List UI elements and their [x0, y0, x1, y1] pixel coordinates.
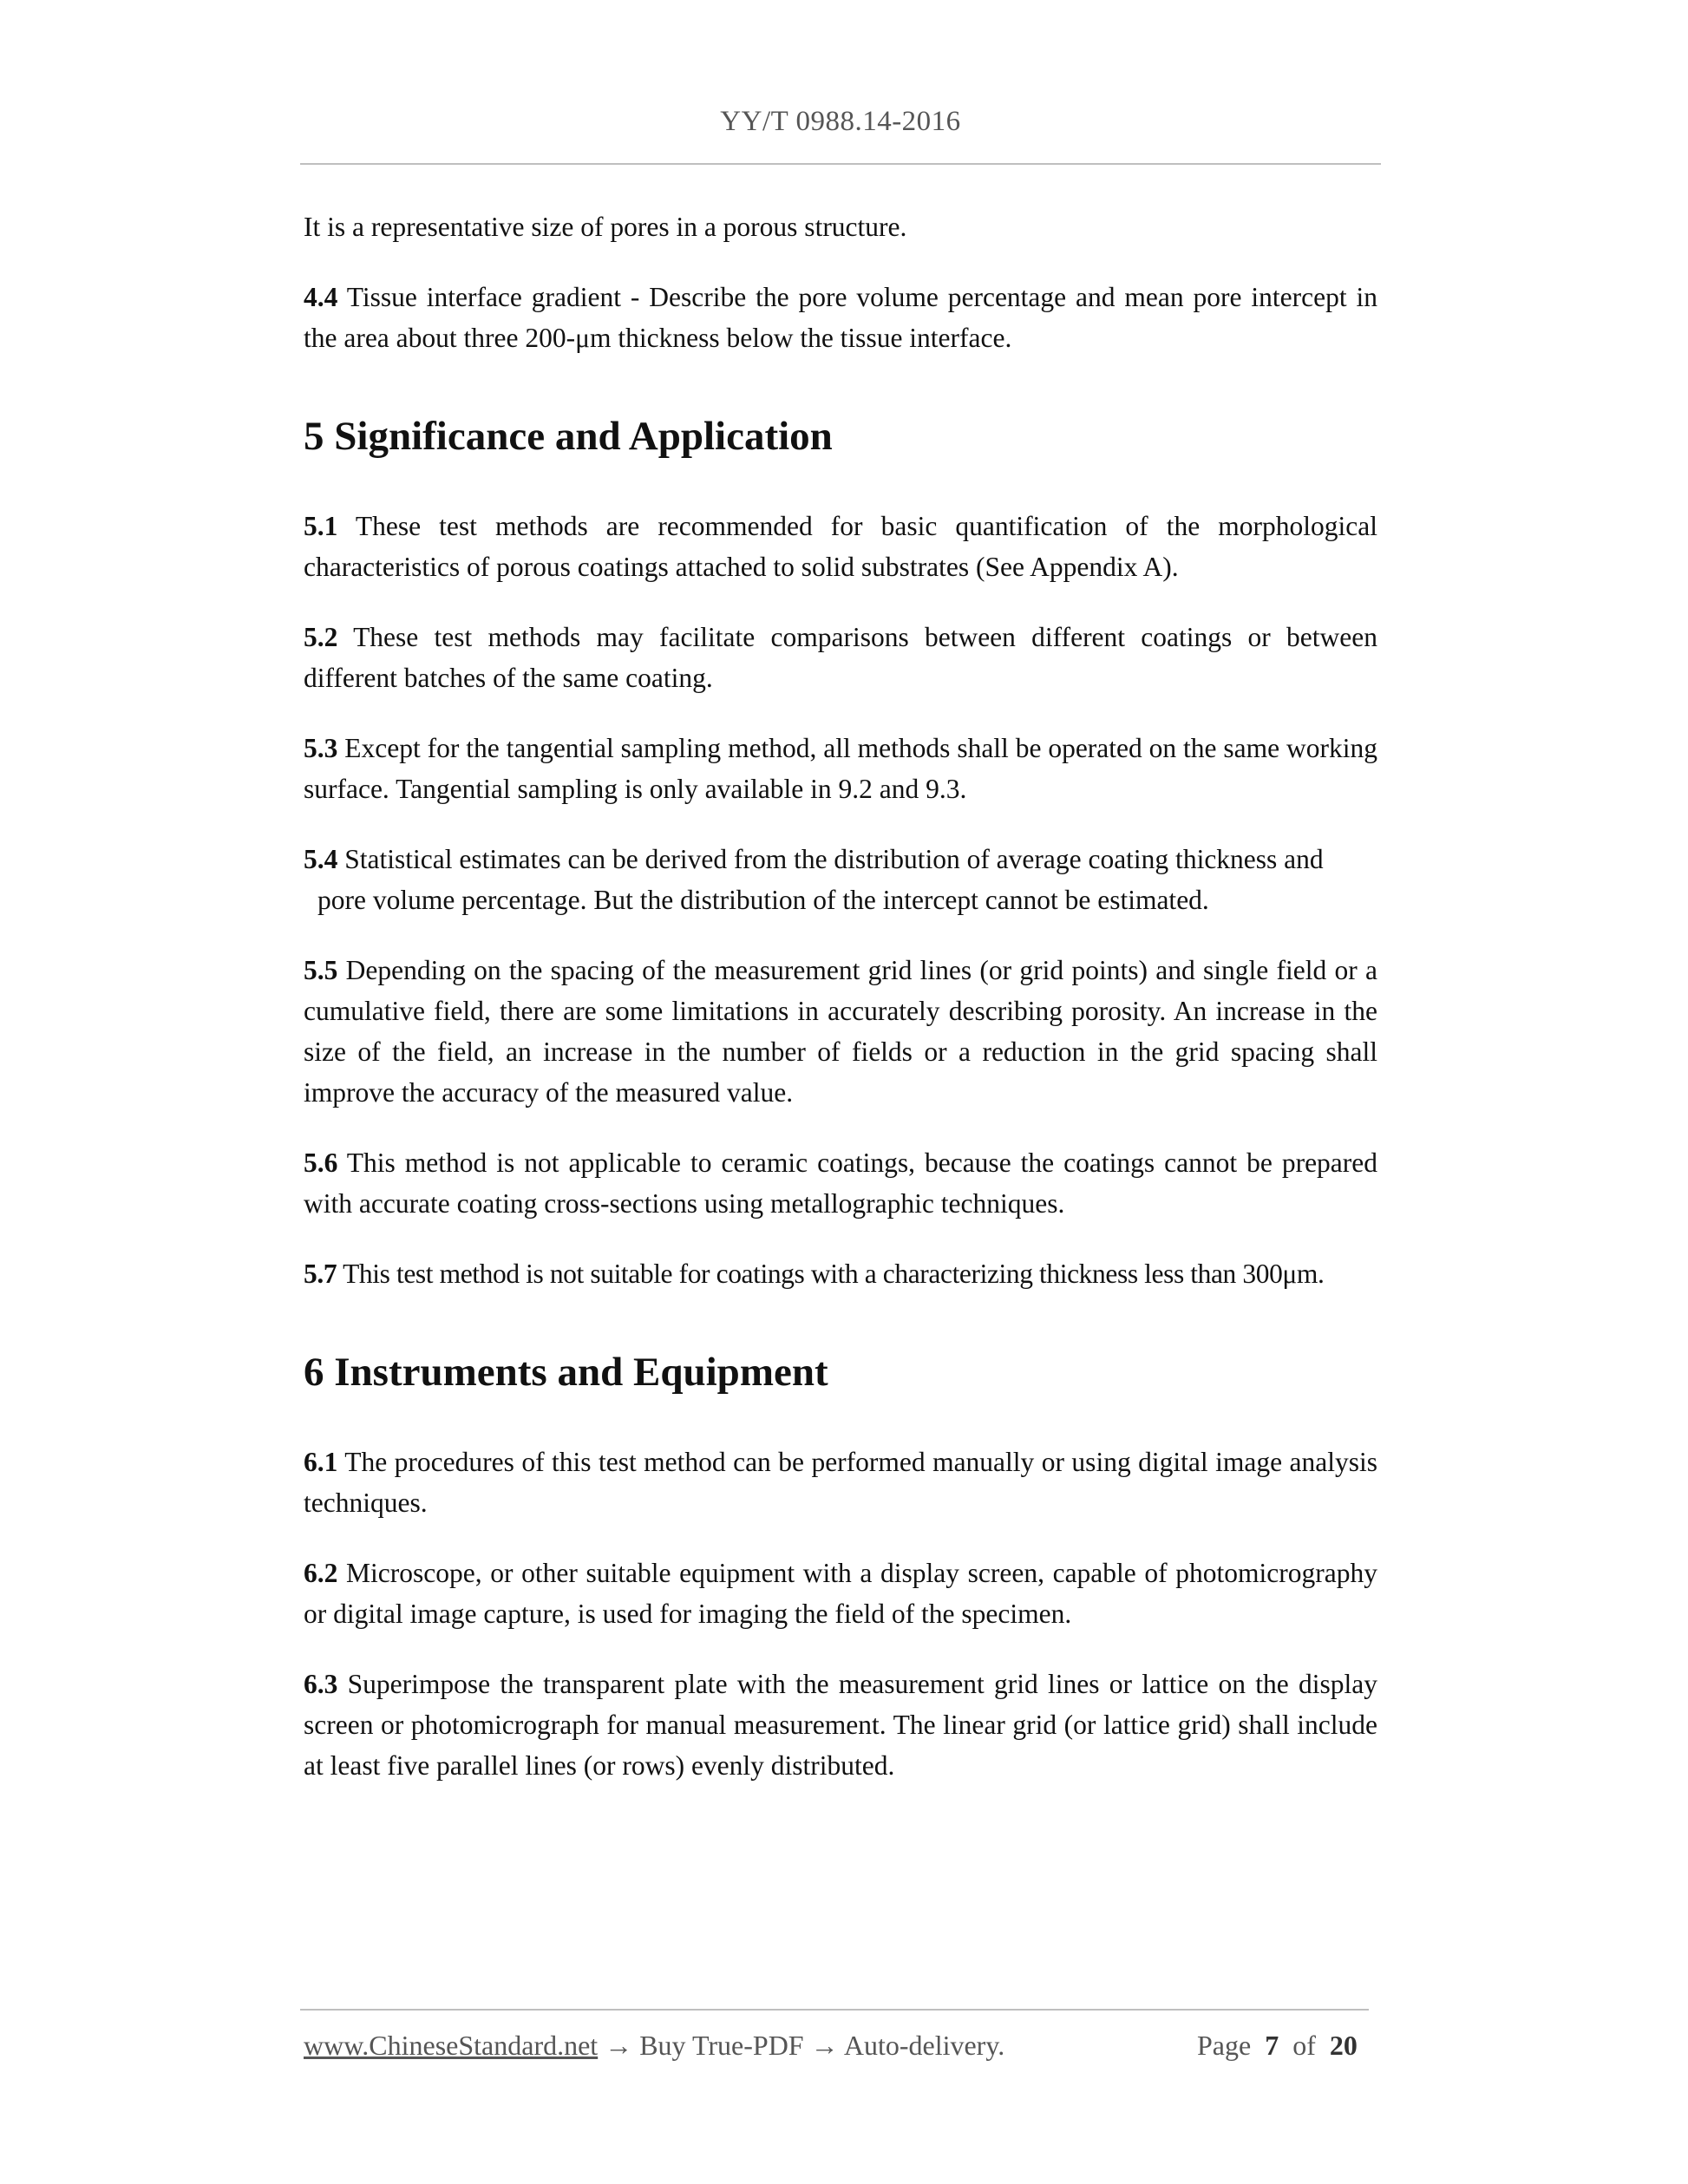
clause-text: This method is not applicable to ceramic coatings, because the coatings cannot be prepared with accurate coating cross-sections using metallographic techniques. [304, 1148, 1377, 1219]
section-5-heading: 5 Significance and Application [304, 414, 833, 459]
clause-text: This test method is not suitable for coatings with a characterizing thickness less than 300μm. [337, 1259, 1325, 1289]
page-label: Page [1197, 2030, 1252, 2061]
clause-5-2 [304, 617, 1377, 698]
clause-text: Depending on the spacing of the measurement grid lines (or grid points) and single field or a cumulative field, there are some limitations in accurately describing porosity. An increase in the size of the field, an increase in the number of fields or a reduction in the grid spacing shall improve the accuracy of the measured value. [304, 955, 1377, 1108]
clause-text: Superimpose the transparent plate with the measurement grid lines or lattice on the display screen or photomicrograph for manual measurement. The linear grid (or lattice grid) shall include at least five parallel lines (or rows) evenly distributed. [304, 1669, 1377, 1781]
clause-6-2 [304, 1553, 1377, 1634]
clause-number: 6.2 [304, 1558, 338, 1588]
clause-6-1 [304, 1442, 1377, 1523]
document-id-header: YY/T 0988.14-2016 [720, 106, 961, 137]
section-6-heading: 6 Instruments and Equipment [304, 1350, 828, 1395]
clause-number: 4.4 [304, 282, 338, 312]
clause-number: 5.7 [304, 1259, 337, 1289]
clause-text-line-2: pore volume percentage. But the distribution of the intercept cannot be estimated. [317, 885, 1209, 915]
clause-4-4 [304, 277, 1377, 358]
clause-text: These test methods are recommended for basic quantification of the morphological characteristics of porous coatings attached to solid substrates (See Appendix A). [304, 511, 1377, 582]
clause-number: 6.3 [304, 1669, 338, 1699]
clause-text-line-1: Statistical estimates can be derived from the distribution of average coating thickness and [337, 844, 1324, 874]
promo-text: → Buy True-PDF → Auto-delivery. [598, 2030, 1005, 2061]
clause-number: 5.1 [304, 511, 338, 541]
page-total: 20 [1329, 2030, 1358, 2061]
paragraph-intro [304, 206, 1377, 247]
clause-number: 5.4 [304, 844, 338, 874]
clause-text: Tissue interface gradient - Describe the pore volume percentage and mean pore intercept in the area about three 200-μm thickness below the tissue interface. [304, 282, 1377, 353]
clause-text: Microscope, or other suitable equipment with a display screen, capable of photomicrography or digital image capture, is used for imaging the field of the specimen. [304, 1558, 1377, 1629]
clause-5-6 [304, 1142, 1377, 1224]
clause-text: The procedures of this test method can be performed manually or using digital image analysis techniques. [304, 1447, 1377, 1518]
footer-promo [304, 2030, 1004, 2062]
page-of-label: of [1292, 2030, 1316, 2061]
clause-5-1 [304, 506, 1377, 587]
header-divider [300, 163, 1381, 165]
footer-divider [300, 2009, 1369, 2011]
clause-number: 5.6 [304, 1148, 338, 1178]
page-content [304, 206, 1377, 1815]
clause-number: 5.3 [304, 733, 338, 763]
clause-number: 5.5 [304, 955, 338, 985]
page-indicator [1197, 2030, 1358, 2062]
page-current: 7 [1265, 2030, 1279, 2061]
clause-5-5 [304, 950, 1377, 1113]
clause-text: These test methods may facilitate comparisons between different coatings or between different batches of the same coating. [304, 622, 1377, 693]
clause-5-3 [304, 728, 1377, 809]
clause-6-3 [304, 1664, 1377, 1786]
clause-number: 6.1 [304, 1447, 338, 1477]
clause-5-7 [304, 1253, 1377, 1294]
clause-number: 5.2 [304, 622, 338, 652]
clause-text: Except for the tangential sampling method, all methods shall be operated on the same working surface. Tangential sampling is only available in 9.2 and 9.3. [304, 733, 1377, 804]
clause-5-4 [304, 839, 1377, 920]
paragraph-text: It is a representative size of pores in a porous structure. [304, 212, 907, 242]
site-link[interactable]: www.ChineseStandard.net [304, 2030, 599, 2061]
